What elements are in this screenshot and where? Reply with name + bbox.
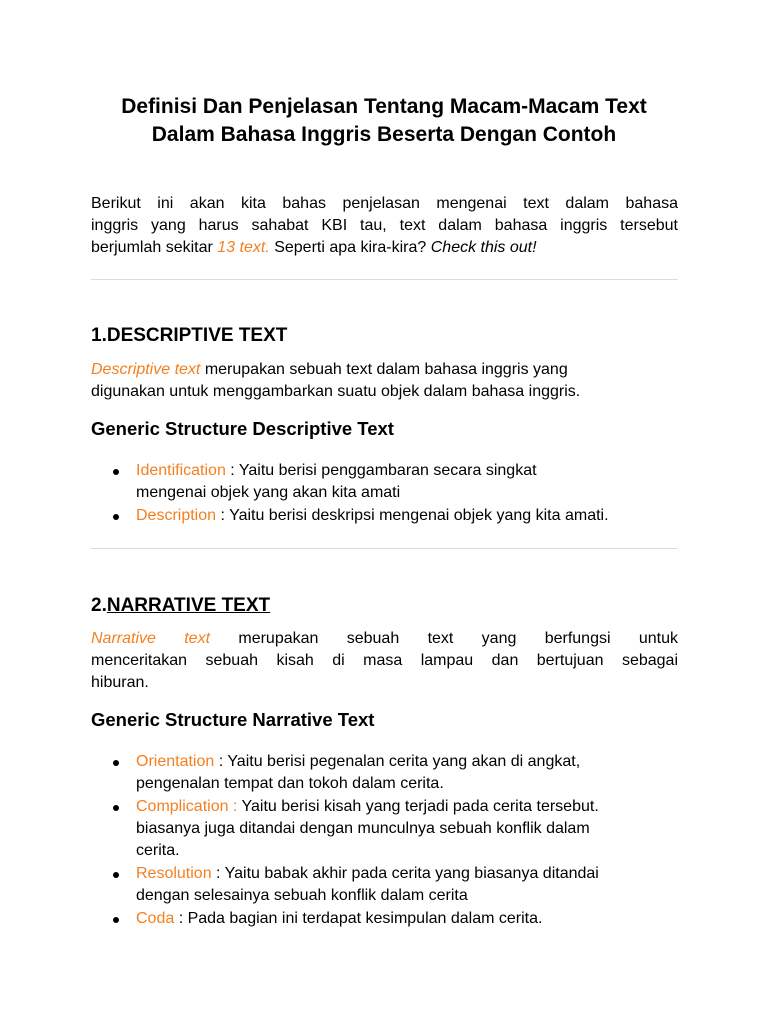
list-item-line: pengenalan tempat dan tokoh dalam cerita. [136, 775, 444, 792]
intro-call-to-action: Check this out! [430, 239, 537, 256]
descriptive-structure-list [91, 460, 691, 528]
list-item-text: : Yaitu berisi pegenalan cerita yang akan di angkat, [214, 753, 581, 770]
divider [91, 548, 678, 549]
intro-text: berjumlah sekitar [91, 239, 218, 256]
list-item-line [136, 751, 691, 773]
document-title [60, 93, 708, 149]
section-heading-narrative [91, 594, 270, 618]
intro-line-3 [91, 237, 678, 259]
bullet-icon [113, 469, 119, 475]
descriptive-paragraph [91, 359, 678, 403]
list-item-line: dengan selesainya sebuah konflik dalam cerita [136, 887, 468, 904]
list-item [91, 796, 691, 862]
bullet-icon [113, 514, 119, 520]
list-item-text: : Yaitu berisi penggambaran secara singkat [225, 462, 537, 479]
section-heading-descriptive: 1.DESCRIPTIVE TEXT [91, 325, 288, 346]
title-line-1: Definisi Dan Penjelasan Tentang Macam-Macam Text [121, 95, 647, 118]
descriptive-line-1 [91, 359, 678, 381]
list-item-term: Description [136, 507, 217, 524]
bullet-icon [113, 917, 119, 923]
narrative-structure-heading: Generic Structure Narrative Text [91, 709, 375, 730]
narrative-line-3: hiburan. [91, 674, 149, 691]
intro-text: Seperti apa kira-kira? [269, 239, 431, 256]
list-item-line: biasanya juga ditandai dengan munculnya sebuah konflik dalam [136, 820, 590, 837]
list-item-line [136, 505, 691, 527]
intro-line-2: inggris yang harus sahabat KBI tau, text dalam bahasa inggris tersebut [91, 217, 678, 234]
descriptive-line-2: digunakan untuk menggambarkan suatu objek dalam bahasa inggris. [91, 383, 581, 400]
heading-number: 2. [91, 595, 107, 616]
list-item-line [136, 863, 691, 885]
list-item-line [136, 460, 691, 482]
list-item [91, 505, 691, 527]
list-item-term: Orientation [136, 753, 215, 770]
list-item-text: : Yaitu berisi deskripsi mengenai objek yang kita amati. [216, 507, 609, 524]
list-item-text: : Yaitu babak akhir pada cerita yang biasanya ditandai [211, 865, 599, 882]
list-item-term: Identification [136, 462, 226, 479]
list-item-line: cerita. [136, 842, 180, 859]
narrative-line-2: menceritakan sebuah kisah di masa lampau dan bertujuan sebagai [91, 652, 678, 669]
list-item-line [136, 908, 691, 930]
list-item-term: Resolution [136, 865, 212, 882]
title-line-2: Dalam Bahasa Inggris Beserta Dengan Contoh [151, 123, 617, 146]
list-item [91, 460, 691, 504]
descriptive-term: Descriptive text [91, 361, 201, 378]
list-item-term: Coda [136, 910, 175, 927]
narrative-text: merupakan sebuah text yang berfungsi untuk [210, 630, 679, 647]
list-item [91, 751, 691, 795]
narrative-line-1 [91, 628, 678, 650]
list-item [91, 863, 691, 907]
intro-paragraph [91, 193, 678, 259]
intro-highlight: 13 text. [217, 239, 270, 256]
narrative-paragraph [91, 628, 678, 694]
bullet-icon [113, 760, 119, 766]
list-item-text: Yaitu berisi kisah yang terjadi pada cerita tersebut. [237, 798, 599, 815]
divider [91, 279, 678, 280]
descriptive-text: merupakan sebuah text dalam bahasa inggris yang [200, 361, 568, 378]
bullet-icon [113, 805, 119, 811]
list-item [91, 908, 691, 930]
list-item-line: mengenai objek yang akan kita amati [136, 484, 401, 501]
intro-line-1: Berikut ini akan kita bahas penjelasan mengenai text dalam bahasa [91, 195, 678, 212]
narrative-structure-list [91, 751, 691, 931]
heading-text: NARRATIVE TEXT [106, 595, 271, 616]
descriptive-structure-heading: Generic Structure Descriptive Text [91, 418, 394, 439]
list-item-text: : Pada bagian ini terdapat kesimpulan dalam cerita. [174, 910, 543, 927]
list-item-line [136, 796, 691, 818]
list-item-term: Complication : [136, 798, 238, 815]
narrative-term: Narrative text [91, 630, 211, 647]
bullet-icon [113, 872, 119, 878]
